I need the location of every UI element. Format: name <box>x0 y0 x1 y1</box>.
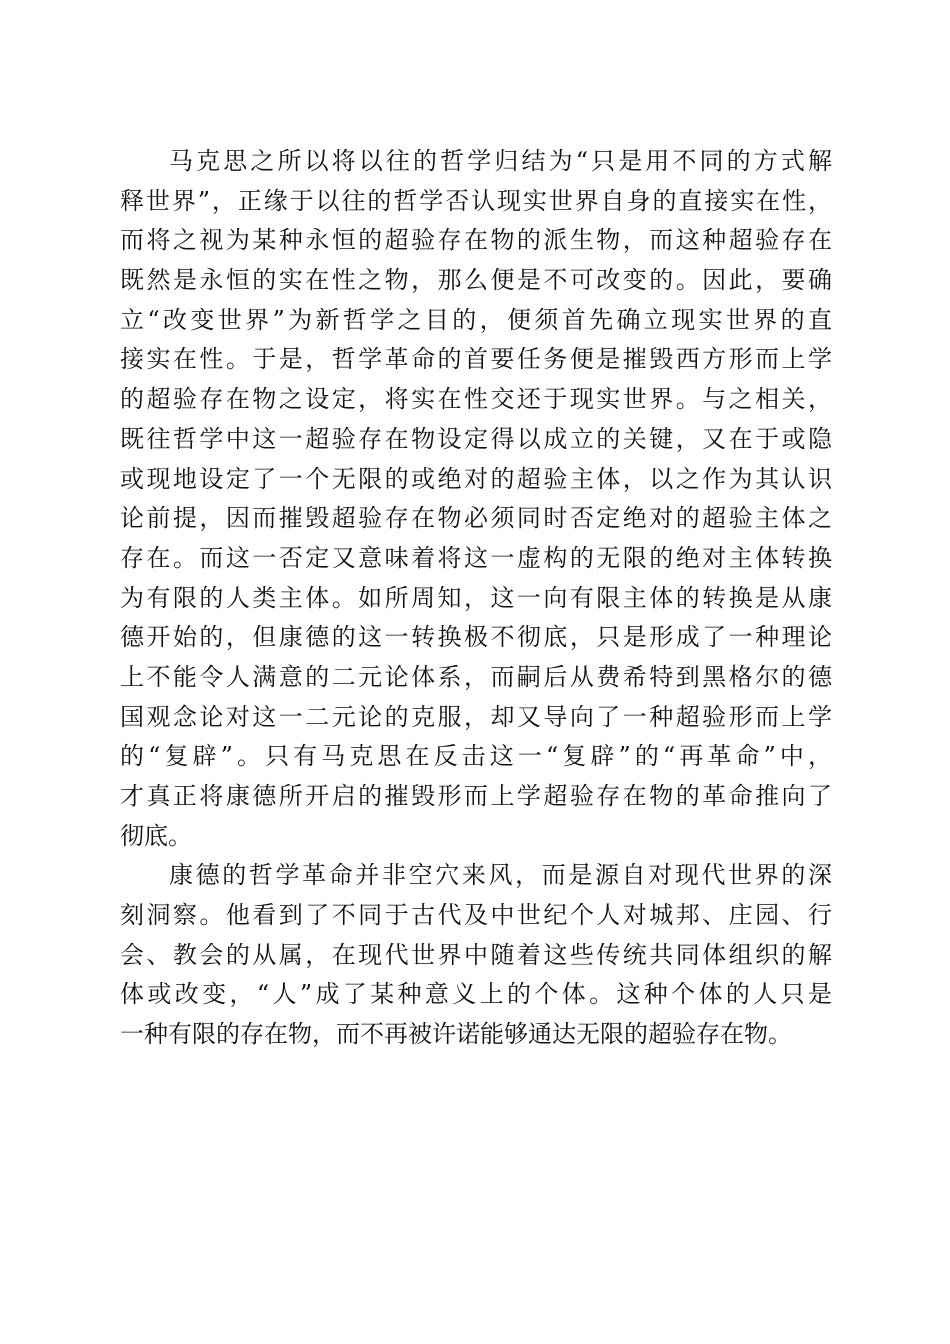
text-line: 刻洞察。他看到了不同于古代及中世纪个人对城邦、庄园、行 <box>120 901 832 930</box>
text-line: 接实在性。于是，哲学革命的首要任务便是摧毁西方形而上学 <box>120 345 832 374</box>
text-line: 康德的哲学革命并非空穴来风，而是源自对现代世界的深 <box>169 861 832 890</box>
text-line: 而将之视为某种永恒的超验存在物的派生物，而这种超验存在 <box>120 226 832 255</box>
text-line: 论前提，因而摧毁超验存在物必须同时否定绝对的超验主体之 <box>120 504 832 533</box>
text-line: 才真正将康德所开启的摧毁形而上学超验存在物的革命推向了 <box>120 782 832 810</box>
text-line: 既然是永恒的实在性之物，那么便是不可改变的。因此，要确 <box>120 266 832 295</box>
body-text <box>120 142 832 1055</box>
text-line: 国观念论对这一二元论的克服，却又导向了一种超验形而上学 <box>120 702 832 731</box>
text-line: 既往哲学中这一超验存在物设定得以成立的关键，又在于或隐 <box>120 424 832 453</box>
paragraph-2 <box>120 856 832 1054</box>
text-line: 的超验存在物之设定，将实在性交还于现实世界。与之相关， <box>120 385 832 414</box>
text-line: 存在。而这一否定又意味着将这一虚构的无限的绝对主体转换 <box>120 543 832 572</box>
text-line: 德开始的，但康德的这一转换极不彻底，只是形成了一种理论 <box>120 623 832 652</box>
text-line: 一种有限的存在物，而不再被许诺能够通达无限的超验存在物。 <box>120 1020 792 1049</box>
text-line: 上不能令人满意的二元论体系，而嗣后从费希特到黑格尔的德 <box>120 662 832 691</box>
text-line: 或现地设定了一个无限的或绝对的超验主体，以之作为其认识 <box>120 464 832 493</box>
text-line: 为有限的人类主体。如所周知，这一向有限主体的转换是从康 <box>120 583 832 612</box>
text-line: 马克思之所以将以往的哲学归结为“只是用不同的方式解 <box>169 147 832 175</box>
text-line: 会、教会的从属，在现代世界中随着这些传统共同体组织的解 <box>120 940 832 969</box>
text-line: 的“复辟”。只有马克思在反击这一“复辟”的“再革命”中， <box>120 742 832 771</box>
paragraph-1 <box>120 142 832 856</box>
text-line: 释世界”，正缘于以往的哲学否认现实世界自身的直接实在性， <box>120 186 832 215</box>
text-line: 立“改变世界”为新哲学之目的，便须首先确立现实世界的直 <box>120 305 832 334</box>
text-line: 彻底。 <box>120 821 192 850</box>
text-line: 体或改变，“人”成了某种意义上的个体。这种个体的人只是 <box>120 980 832 1009</box>
